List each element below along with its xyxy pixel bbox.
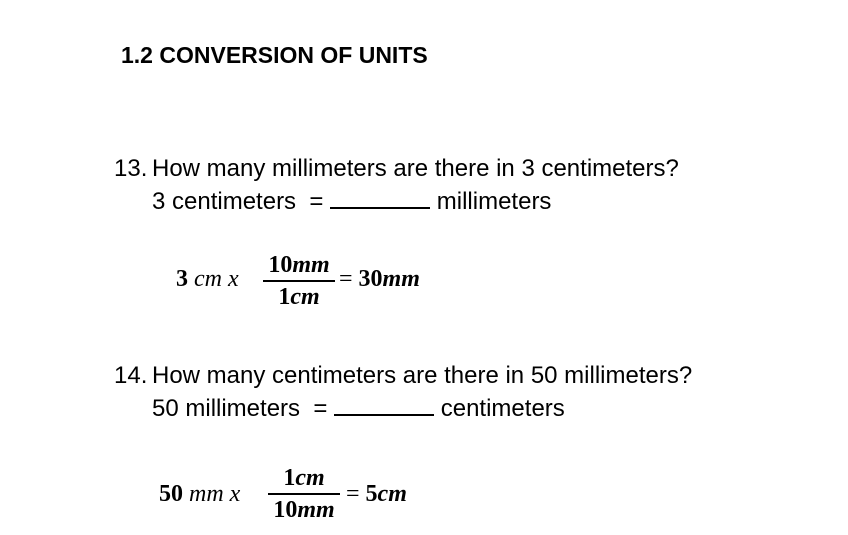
question-13-work-lhs xyxy=(176,266,239,293)
question-14 xyxy=(114,362,692,390)
question-14-answer-line xyxy=(152,394,565,423)
question-13-answer-line xyxy=(152,187,551,216)
question-13-lhs-number: 3 xyxy=(176,266,188,292)
question-14-result xyxy=(346,481,407,508)
question-14-given: 50 millimeters xyxy=(152,395,301,422)
question-14-numerator: 1cm xyxy=(283,465,325,491)
question-14-fraction xyxy=(268,463,340,525)
question-13-equals: = xyxy=(309,188,324,215)
question-13-lhs-unit: cm xyxy=(194,266,222,292)
question-14-equals: = xyxy=(313,395,328,422)
question-13-denominator: 1cm xyxy=(278,284,320,310)
question-14-text: How many centimeters are there in 50 millimeters? xyxy=(152,362,693,389)
question-13-number: 13. xyxy=(114,155,148,182)
question-13 xyxy=(114,155,679,183)
question-13-result xyxy=(339,266,420,293)
question-13-fraction xyxy=(263,250,335,312)
question-14-unit: centimeters xyxy=(440,395,565,422)
question-14-result-number: 5 xyxy=(365,481,378,507)
question-14-times: x xyxy=(229,481,241,507)
question-14-result-unit: cm xyxy=(377,481,407,507)
question-13-result-unit: mm xyxy=(382,266,420,292)
question-13-text: How many millimeters are there in 3 centimeters? xyxy=(152,155,679,182)
page-title: 1.2 CONVERSION OF UNITS xyxy=(121,42,428,68)
question-14-denominator: 10mm xyxy=(273,497,335,523)
question-13-answer-blank[interactable] xyxy=(330,187,430,209)
question-13-given: 3 centimeters xyxy=(152,188,297,215)
question-14-number: 14. xyxy=(114,362,148,389)
question-14-lhs-unit: mm xyxy=(189,481,224,507)
question-13-unit: millimeters xyxy=(436,188,552,215)
question-14-result-equals: = xyxy=(346,481,360,507)
question-13-times: x xyxy=(227,266,239,292)
question-14-work-lhs xyxy=(159,481,240,508)
question-13-result-equals: = xyxy=(339,266,353,292)
question-14-answer-blank[interactable] xyxy=(334,394,434,416)
question-13-numerator: 10mm xyxy=(268,252,330,278)
question-14-lhs-number: 50 xyxy=(159,481,183,507)
question-13-result-number: 30 xyxy=(358,266,383,292)
